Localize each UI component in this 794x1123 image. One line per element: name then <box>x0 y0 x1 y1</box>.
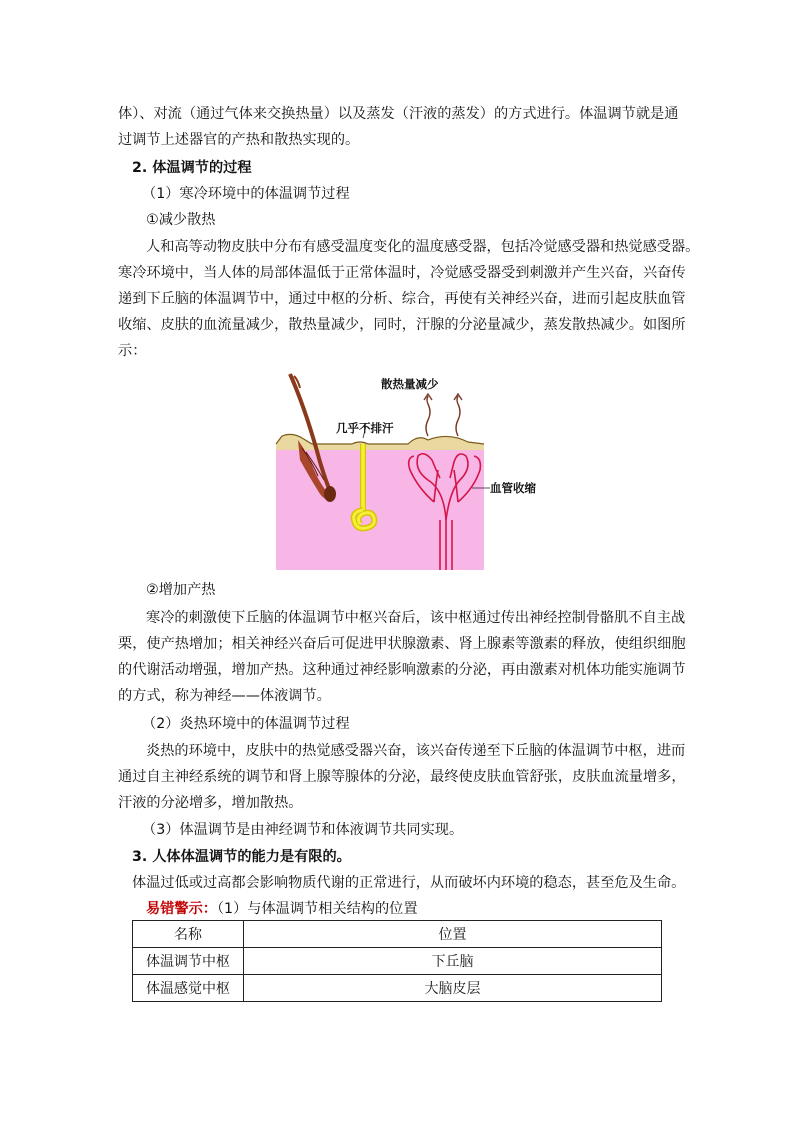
heat-wave-arrows <box>424 394 462 436</box>
warning-label: 易错警示： <box>146 901 217 917</box>
sweat-label: 几乎不排汗 <box>336 423 394 435</box>
paragraph-line: 栗，使产热增加；相关神经兴奋后可促进甲状腺激素、肾上腺素等激素的释放，使组织细胞 <box>118 636 686 652</box>
paragraph-line: 示： <box>118 343 147 359</box>
table-cell: 大脑皮层 <box>244 975 662 1002</box>
list-item-label: ①减少散热 <box>146 212 216 228</box>
skin-cross-section-illustration <box>268 370 536 575</box>
subsection-heading: （3）体温调节是由神经调节和体液调节共同实现。 <box>142 822 464 838</box>
heat-loss-label: 散热量减少 <box>381 379 439 391</box>
list-item-label: ②增加产热 <box>146 582 216 598</box>
skin-cold-diagram <box>268 370 536 575</box>
paragraph-line: 体温过低或过高都会影响物质代谢的正常进行，从而破坏内环境的稳态，甚至危及生命。 <box>132 875 686 891</box>
section-heading-2: 2. 体温调节的过程 <box>132 160 252 176</box>
subsection-heading: （2）炎热环境中的体温调节过程 <box>142 716 350 732</box>
subsection-heading: （1）寒冷环境中的体温调节过程 <box>142 186 350 202</box>
paragraph-line: 人和高等动物皮肤中分布有感受温度变化的温度感受器，包括冷觉感受器和热觉感受器。 <box>146 239 700 255</box>
table-row <box>133 975 662 1002</box>
hair-bulb <box>324 486 336 502</box>
table-cell: 下丘脑 <box>244 948 662 975</box>
paragraph-line: 寒冷环境中，当人体的局部体温低于正常体温时，冷觉感受器受到刺激并产生兴奋，兴奋传 <box>118 265 686 281</box>
paragraph-line: 体）、对流（通过气体来交换热量）以及蒸发（汗液的蒸发）的方式进行。体温调节就是通 <box>118 106 679 122</box>
structure-location-table <box>132 920 662 1002</box>
table-header-row <box>133 921 662 948</box>
paragraph-line: 炎热的环境中，皮肤中的热觉感受器兴奋，该兴奋传递至下丘脑的体温调节中枢，进而 <box>146 743 686 759</box>
table-row <box>133 948 662 975</box>
warning-text: （1）与体温调节相关结构的位置 <box>216 901 418 917</box>
section-heading-3: 3. 人体体温调节的能力是有限的。 <box>132 849 351 865</box>
paragraph-line: 收缩、皮肤的血流量减少，散热量减少，同时，汗腺的分泌量减少，蒸发散热减少。如图所 <box>118 317 686 333</box>
paragraph-line: 汗液的分泌增多，增加散热。 <box>118 795 303 811</box>
paragraph-line: 递到下丘脑的体温调节中，通过中枢的分析、综合，再使有关神经兴奋，进而引起皮肤血管 <box>118 291 686 307</box>
paragraph-line: 的方式，称为神经——体液调节。 <box>118 688 331 704</box>
paragraph-line: 通过自主神经系统的调节和肾上腺等腺体的分泌，最终使皮肤血管舒张，皮肤血流量增多， <box>118 769 686 785</box>
table-header-cell: 位置 <box>244 921 662 948</box>
warning-line <box>146 899 418 919</box>
paragraph-line: 寒冷的刺激使下丘脑的体温调节中枢兴奋后，该中枢通过传出神经控制骨骼肌不自主战 <box>146 610 686 626</box>
vessel-label: 血管收缩 <box>490 483 536 495</box>
paragraph-line: 的代谢活动增强，增加产热。这种通过神经影响激素的分泌，再由激素对机体功能实施调节 <box>118 662 686 678</box>
paragraph-line: 过调节上述器官的产热和散热实现的。 <box>118 132 360 148</box>
table-header-cell: 名称 <box>133 921 244 948</box>
table-cell: 体温感觉中枢 <box>133 975 244 1002</box>
table-cell: 体温调节中枢 <box>133 948 244 975</box>
